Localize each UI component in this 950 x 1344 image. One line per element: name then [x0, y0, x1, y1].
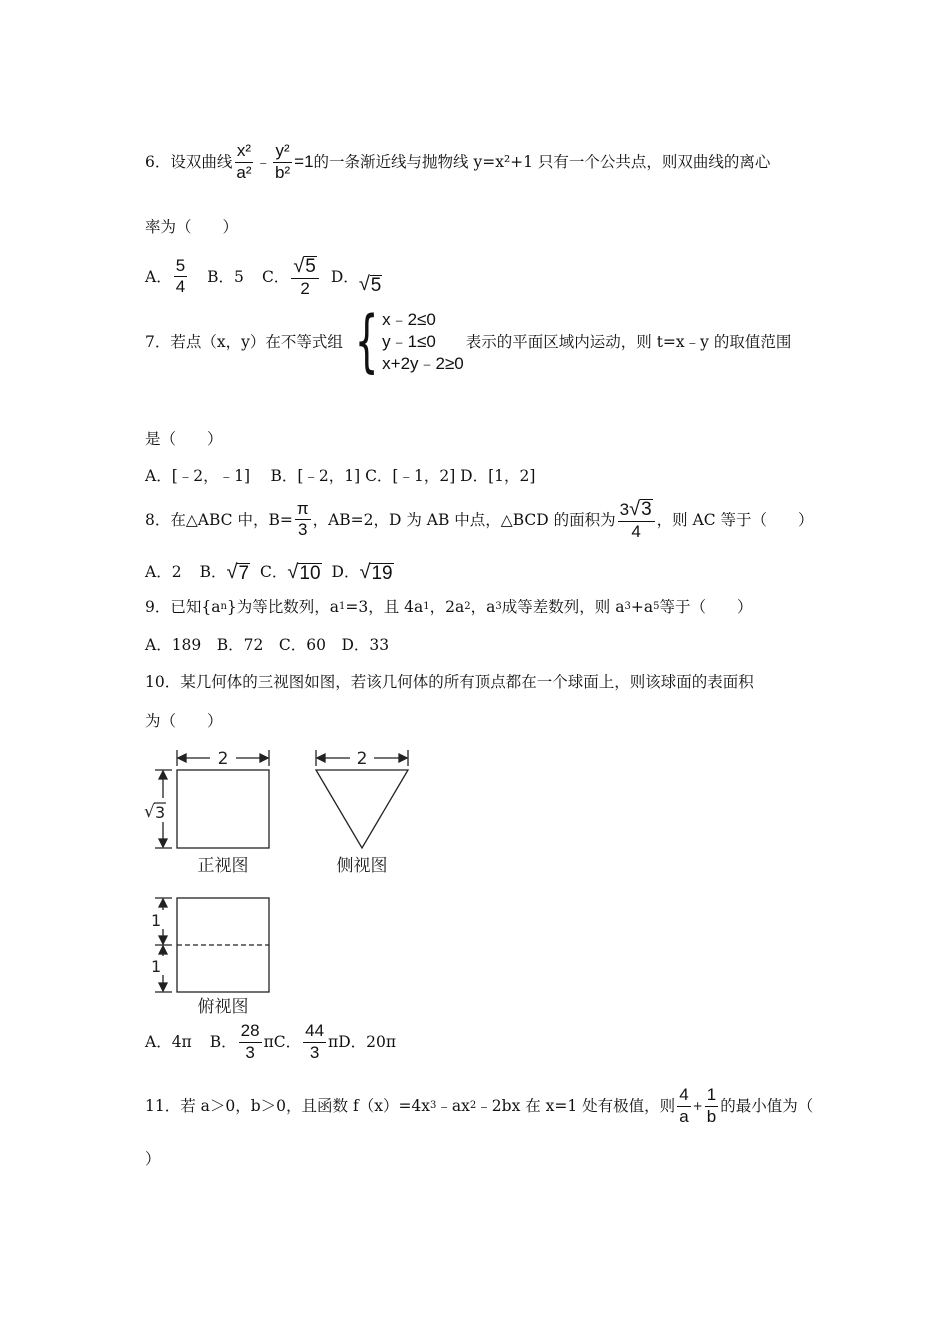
q6-line1 [145, 142, 770, 182]
q6-prefix: 6．设双曲线 [145, 152, 233, 171]
q9-text-a: 9．已知{a [145, 598, 221, 616]
q11-prefix: 11．若 a＞0，b＞0，且函数 f（x）=4x [145, 1096, 431, 1115]
q6-frac2-num: y² [273, 142, 291, 163]
q8-optA: A．2 [145, 562, 182, 581]
q10-optB-label: B． [209, 1032, 237, 1051]
q6-fraction-y [273, 142, 292, 182]
q10-optC-den: 3 [309, 1042, 320, 1062]
q11-frac2 [705, 1086, 718, 1126]
q11-f2-num: 1 [705, 1086, 718, 1107]
q6-frac2-den: b² [275, 162, 291, 182]
q10-optC-label: C． [273, 1032, 302, 1051]
q11-sup3: 3 [430, 1100, 437, 1112]
q9-sub-3b: 3 [624, 601, 631, 613]
q8-area-coef: 3 [619, 500, 630, 519]
q9-text-e: ，a [470, 598, 496, 616]
q8-area-rad: 3 [641, 499, 652, 521]
q9-sub-1b: 1 [423, 601, 430, 613]
q7-row3: x+2y﹣2≥0 [382, 353, 464, 373]
front-height-radical: √ [144, 802, 155, 822]
q7-options: A．[﹣2，﹣1] B．[﹣2，1] C．[﹣1，2] D．[1，2] [145, 467, 536, 485]
q7-prefix: 7．若点（x，y）在不等式组 [145, 332, 343, 351]
q11-sup2: 2 [469, 1100, 477, 1112]
top-seg2-label: 1 [151, 957, 162, 976]
q9-sub-3: 3 [495, 601, 502, 613]
q8-optC-sqrt: √ 10 [287, 561, 321, 585]
q6-optD-rad: 5 [370, 274, 382, 296]
q8-optD-rad: 19 [371, 563, 393, 585]
front-caption: 正视图 [197, 856, 249, 876]
q9-options: A．189 B．72 C．60 D．33 [145, 636, 390, 654]
q6-optA-num: 5 [174, 257, 187, 278]
q7-brace: { [354, 302, 379, 381]
q8-optD-label: D． [331, 562, 360, 581]
q8-area-frac: 3 √ 3 4 [618, 498, 655, 542]
q10-optC-frac [303, 1022, 326, 1062]
q7-row1: x﹣2≤0 [382, 310, 436, 329]
q11-mid2: ﹣2bx 在 x=1 处有极值，则 [476, 1096, 676, 1115]
q9-sub-1: 1 [339, 601, 346, 613]
q10-optC-num: 44 [303, 1022, 326, 1043]
q11-frac1 [677, 1086, 690, 1126]
three-view-figure [140, 748, 412, 1020]
q9-sub-n: n [220, 601, 227, 613]
q8-optD-sqrt: √ 19 [359, 561, 393, 585]
q10-optD: D．20π [338, 1032, 397, 1051]
q9-text-f: 成等差数列，则 a [501, 598, 625, 616]
q6-optC-rad: 5 [305, 256, 316, 278]
q7-line1 [145, 302, 792, 381]
q6-optD-label: D． [330, 267, 359, 286]
q6-eq1: =1 [294, 151, 314, 171]
q8-optB-rad: 7 [238, 563, 250, 585]
q6-fraction-x [234, 142, 253, 182]
q8-line1 [145, 498, 814, 542]
top-caption: 俯视图 [197, 997, 249, 1017]
q11-suffix: 的最小值为（ [720, 1096, 814, 1115]
q10-optC-pi: π [328, 1032, 339, 1051]
q8-angle-den: 3 [297, 520, 308, 540]
q10-line1: 10．某几何体的三视图如图，若该几何体的所有顶点都在一个球面上，则该球面的表面积 [145, 673, 754, 691]
q7-inequality-system [345, 302, 464, 381]
q9-line1 [145, 598, 752, 617]
q10-optB-pi: π [263, 1032, 274, 1051]
q7-row2: y﹣1≤0 [382, 331, 436, 351]
q11-line1 [145, 1086, 813, 1126]
front-width-label: 2 [217, 749, 229, 769]
q8-optC-rad: 10 [299, 563, 321, 585]
q6-optC-den: 2 [300, 279, 310, 298]
q8-options [145, 560, 394, 584]
q6-optA-frac [174, 257, 187, 297]
q11-mid1: ﹣ax [436, 1096, 470, 1115]
q6-optC-frac: √ 5 2 [291, 255, 319, 299]
q6-optA-den: 4 [175, 277, 186, 297]
q10-optB-frac [239, 1022, 262, 1062]
q10-optB-num: 28 [239, 1022, 262, 1043]
q8-angle-num: π [295, 500, 311, 521]
q9-text-c: =3，且 4a [345, 598, 424, 616]
q6-middle: 的一条渐近线与抛物线 y=x²+1 只有一个公共点，则双曲线的离心 [313, 152, 771, 171]
q6-optB: B．5 [207, 267, 244, 286]
side-caption: 侧视图 [336, 856, 388, 876]
q6-frac1-den: a² [236, 162, 252, 182]
q11-f1-den: a [679, 1106, 689, 1126]
q10-options [145, 1022, 396, 1062]
q10-optB-den: 3 [245, 1042, 255, 1062]
q6-frac1-num: x² [235, 142, 253, 163]
q11-f1-num: 4 [677, 1086, 690, 1107]
top-seg1-label: 1 [151, 911, 162, 930]
q10-optA: A．4π [145, 1032, 192, 1051]
side-width-label: 2 [356, 749, 368, 769]
q6-optC-label: C． [261, 267, 290, 286]
q9-text-d: ，2a [429, 598, 465, 616]
q11-plus: + [692, 1098, 703, 1113]
q6-optD-sqrt: √ 5 [358, 272, 382, 296]
q8-middle: ，AB=2，D 为 AB 中点，△BCD 的面积为 [312, 510, 616, 529]
q8-prefix: 8．在△ABC 中，B= [145, 510, 293, 529]
q9-text-g: +a [630, 598, 654, 616]
front-height-label: 3 [155, 803, 166, 822]
q6-optA-label: A． [145, 267, 172, 286]
q8-optB-label: B． [199, 562, 227, 581]
q11-f2-den: b [706, 1106, 717, 1126]
q9-sub-5: 5 [653, 601, 660, 613]
q8-optB-sqrt: √ 7 [226, 561, 250, 585]
q8-area-den: 4 [631, 522, 641, 541]
q6-minus: ﹣ [255, 152, 272, 171]
q7-line2: 是（ ） [145, 430, 223, 448]
q8-suffix: ，则 AC 等于（ ） [656, 510, 814, 529]
q8-optC-label: C． [260, 562, 288, 581]
q9-sub-2: 2 [464, 601, 471, 613]
q7-suffix: 表示的平面区域内运动，则 t=x﹣y 的取值范围 [465, 332, 792, 351]
q11-line2: ） [145, 1150, 161, 1168]
q6-options [145, 255, 382, 299]
q9-text-b: }为等比数列，a [226, 598, 340, 616]
q9-text-h: 等于（ ） [659, 598, 753, 616]
q6-line2: 率为（ ） [145, 218, 239, 236]
q10-line2: 为（ ） [145, 712, 223, 730]
q8-angle-frac [295, 500, 311, 540]
